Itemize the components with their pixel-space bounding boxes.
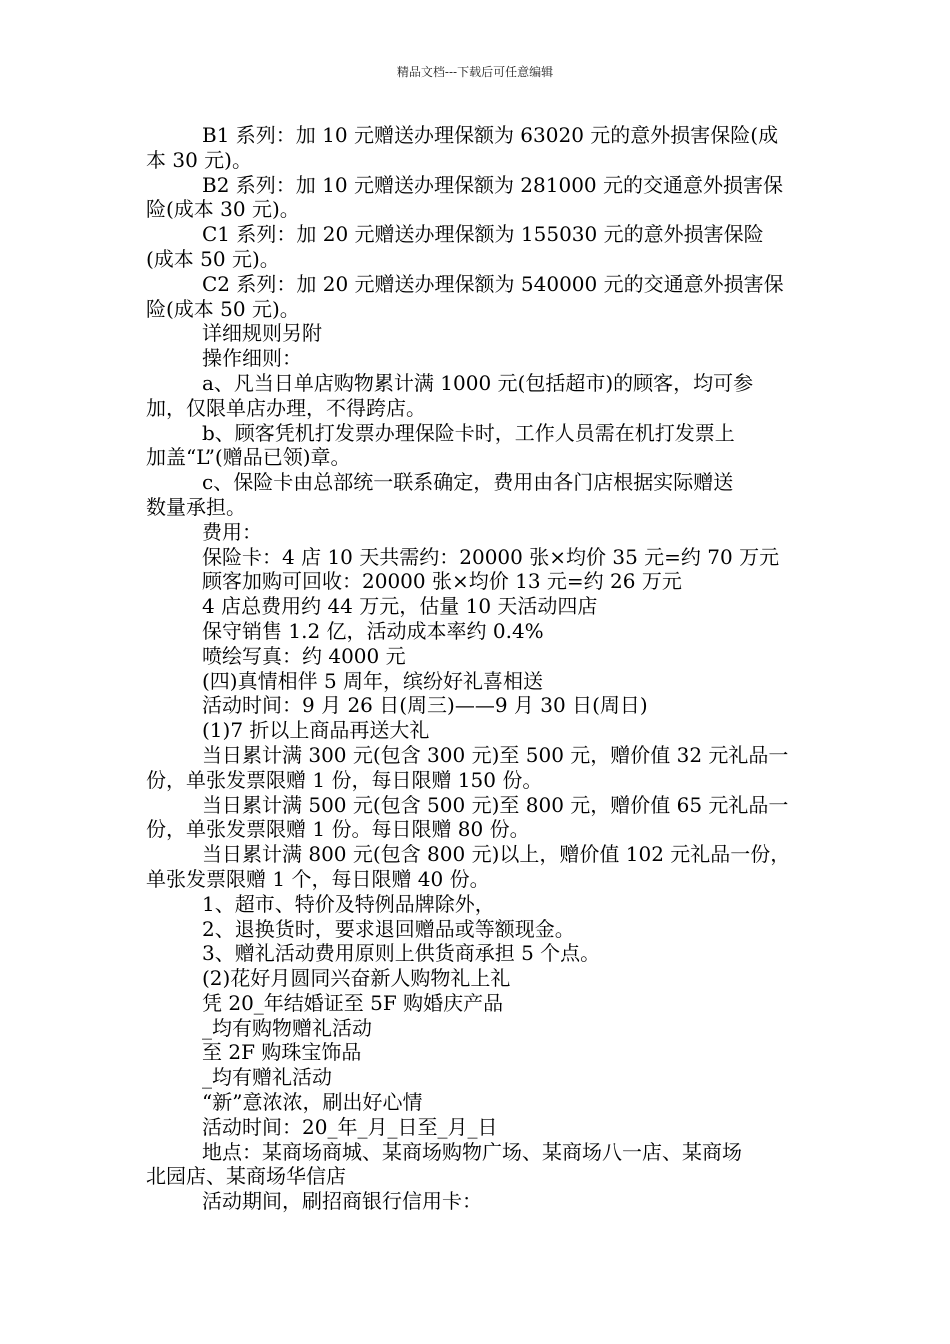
text-line: 加盖“L”(赠品已领)章。 <box>146 445 351 470</box>
page-header: 精品文档---下载后可任意编辑 <box>396 65 554 79</box>
text-line: (2)花好月圆同兴奋新人购物礼上礼 <box>202 966 511 991</box>
text-line: c、保险卡由总部统一联系确定，费用由各门店根据实际赠送 <box>202 470 734 495</box>
text-line: 2、退换货时，要求退回赠品或等额现金。 <box>202 916 575 941</box>
text-line: 操作细则： <box>202 346 302 371</box>
text-line: 活动时间：9 月 26 日(周三)——9 月 30 日(周日) <box>202 693 648 718</box>
text-line: 费用： <box>202 519 262 544</box>
text-line: 3、赠礼活动费用原则上供货商承担 5 个点。 <box>202 941 601 966</box>
document-body <box>146 123 810 1214</box>
text-line: 份，单张发票限赠 1 份。每日限赠 80 份。 <box>146 817 530 842</box>
text-line: 北园店、某商场华信店 <box>146 1164 346 1189</box>
text-line: 当日累计满 300 元(包含 300 元)至 500 元，赠价值 32 元礼品一 <box>202 742 789 767</box>
text-line: 活动时间：20_年_月_日至_月_日 <box>202 1114 498 1139</box>
text-line: 1、超市、特价及特例品牌除外， <box>202 891 495 916</box>
text-line: B1 系列：加 10 元赠送办理保额为 63020 元的意外损害保险(成 <box>202 123 779 147</box>
text-line: 险(成本 30 元)。 <box>146 197 300 222</box>
text-line: B2 系列：加 10 元赠送办理保额为 281000 元的交通意外损害保 <box>202 172 784 197</box>
text-line: 顾客加购可回收：20000 张×均价 13 元=约 26 万元 <box>202 569 682 594</box>
text-line: 当日累计满 800 元(包含 800 元)以上，赠价值 102 元礼品一份， <box>202 842 791 867</box>
text-line: 地点：某商场商城、某商场购物广场、某商场八一店、某商场 <box>202 1139 742 1164</box>
text-line: (1)7 折以上商品再送大礼 <box>202 718 430 743</box>
text-line: a、凡当日单店购物累计满 1000 元(包括超市)的顾客，均可参 <box>202 370 754 395</box>
text-line: C1 系列：加 20 元赠送办理保额为 155030 元的意外损害保险 <box>202 222 764 247</box>
text-line: 保险卡：4 店 10 天共需约：20000 张×均价 35 元=约 70 万元 <box>202 544 780 569</box>
text-line: 喷绘写真：约 4000 元 <box>202 643 406 668</box>
text-line: 保守销售 1.2 亿，活动成本率约 0.4% <box>202 618 544 643</box>
text-line: “新”意浓浓，刷出好心情 <box>202 1090 423 1115</box>
text-line: 份，单张发票限赠 1 份，每日限赠 150 份。 <box>146 767 543 792</box>
text-line: 数量承担。 <box>146 494 246 519</box>
text-line: 单张发票限赠 1 个，每日限赠 40 份。 <box>146 866 490 891</box>
text-line: 险(成本 50 元)。 <box>146 296 300 321</box>
text-line: 本 30 元)。 <box>146 147 252 172</box>
text-line: _均有购物赠礼活动 <box>202 1015 372 1040</box>
text-line: (四)真情相伴 5 周年，缤纷好礼喜相送 <box>202 668 544 693</box>
text-line: 当日累计满 500 元(包含 500 元)至 800 元，赠价值 65 元礼品一 <box>202 792 789 817</box>
text-line: 4 店总费用约 44 万元，估量 10 天活动四店 <box>202 594 598 619</box>
text-line: 至 2F 购珠宝饰品 <box>202 1040 362 1065</box>
text-line: 凭 20_年结婚证至 5F 购婚庆产品 <box>202 990 504 1015</box>
text-line: _均有赠礼活动 <box>202 1065 332 1090</box>
text-line: C2 系列：加 20 元赠送办理保额为 540000 元的交通意外损害保 <box>202 271 784 296</box>
text-line: 加，仅限单店办理，不得跨店。 <box>146 395 426 420</box>
text-line: 活动期间，刷招商银行信用卡： <box>202 1189 482 1214</box>
text-line: 详细规则另附 <box>202 321 322 346</box>
text-line: (成本 50 元)。 <box>146 246 280 271</box>
text-line: b、顾客凭机打发票办理保险卡时，工作人员需在机打发票上 <box>202 420 735 445</box>
